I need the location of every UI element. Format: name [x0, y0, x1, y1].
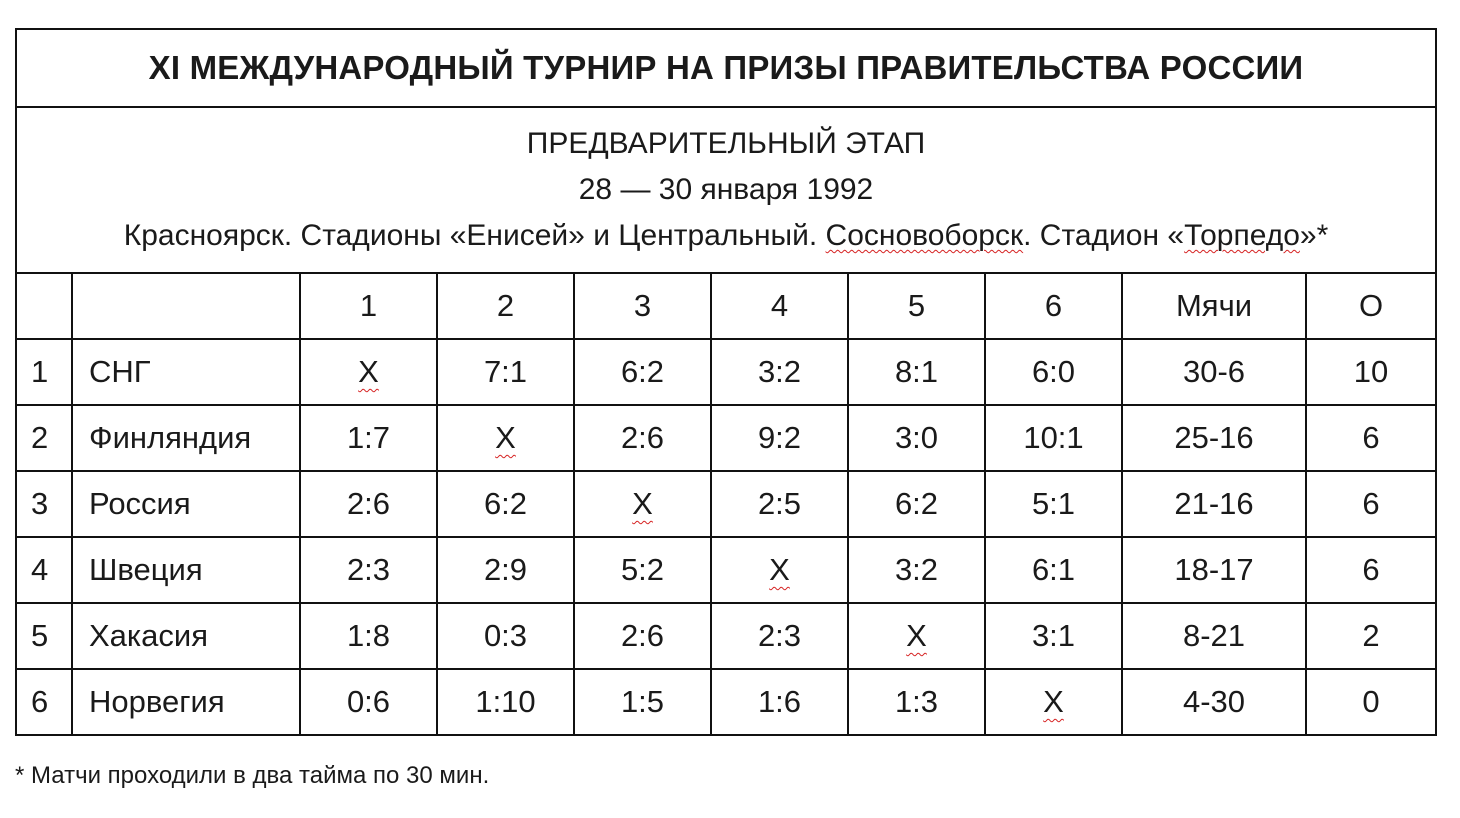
goals-cell: 25-16	[1122, 405, 1306, 471]
header-row	[16, 273, 1436, 339]
table-row	[16, 405, 1436, 471]
result-cell: 1:10	[437, 669, 574, 735]
points-cell: 2	[1306, 603, 1436, 669]
points-cell: 6	[1306, 537, 1436, 603]
points-cell: 6	[1306, 471, 1436, 537]
header-col-6: 6	[985, 273, 1122, 339]
points-cell: 0	[1306, 669, 1436, 735]
result-cell: 6:1	[985, 537, 1122, 603]
goals-cell: 8-21	[1122, 603, 1306, 669]
row-number: 6	[16, 669, 72, 735]
header-points: О	[1306, 273, 1436, 339]
venue-part2: . Стадион «	[1023, 219, 1185, 252]
result-cell: 2:6	[574, 603, 711, 669]
result-cell: 1:3	[848, 669, 985, 735]
result-cell: 5:1	[985, 471, 1122, 537]
row-number: 4	[16, 537, 72, 603]
result-cell: 7:1	[437, 339, 574, 405]
result-cell	[437, 405, 574, 471]
goals-cell: 21-16	[1122, 471, 1306, 537]
goals-cell: 4-30	[1122, 669, 1306, 735]
tournament-info	[16, 107, 1436, 273]
goals-cell: 30-6	[1122, 339, 1306, 405]
result-cell: 6:2	[848, 471, 985, 537]
venue-part1: Красноярск. Стадионы «Енисей» и Центральный.	[123, 219, 826, 252]
result-cell: 10:1	[985, 405, 1122, 471]
result-cell: 0:3	[437, 603, 574, 669]
table-row	[16, 339, 1436, 405]
self-match-mark: X	[906, 618, 927, 653]
row-number: 2	[16, 405, 72, 471]
self-match-mark: X	[1043, 684, 1064, 719]
result-cell	[300, 339, 437, 405]
goals-cell: 18-17	[1122, 537, 1306, 603]
team-name: Россия	[72, 471, 300, 537]
team-name: Финляндия	[72, 405, 300, 471]
result-cell: 1:6	[711, 669, 848, 735]
row-number: 1	[16, 339, 72, 405]
self-match-mark: X	[358, 354, 379, 389]
venue-label	[17, 213, 1435, 259]
table-row	[16, 669, 1436, 735]
table-row	[16, 471, 1436, 537]
result-cell: 1:5	[574, 669, 711, 735]
footnote: * Матчи проходили в два тайма по 30 мин.	[15, 762, 490, 789]
venue-part3: »*	[1299, 219, 1329, 252]
result-cell	[711, 537, 848, 603]
result-cell: 9:2	[711, 405, 848, 471]
stage-label: ПРЕДВАРИТЕЛЬНЫЙ ЭТАП	[526, 127, 926, 160]
team-name: Норвегия	[72, 669, 300, 735]
header-team	[72, 273, 300, 339]
header-col-1: 1	[300, 273, 437, 339]
venue-city2: Сосновоборск	[825, 219, 1024, 252]
result-cell	[848, 603, 985, 669]
points-cell: 6	[1306, 405, 1436, 471]
result-cell: 2:3	[300, 537, 437, 603]
standings-table	[15, 28, 1437, 736]
table-row	[16, 603, 1436, 669]
result-cell: 1:8	[300, 603, 437, 669]
table-row	[16, 537, 1436, 603]
document	[15, 28, 1435, 736]
header-goals: Мячи	[1122, 273, 1306, 339]
result-cell: 2:6	[300, 471, 437, 537]
title-row	[16, 29, 1436, 107]
self-match-mark: X	[769, 552, 790, 587]
result-cell: 3:2	[848, 537, 985, 603]
result-cell: 6:2	[437, 471, 574, 537]
tournament-title: XI МЕЖДУНАРОДНЫЙ ТУРНИР НА ПРИЗЫ ПРАВИТЕЛЬСТВА РОССИИ	[16, 29, 1436, 107]
result-cell: 2:6	[574, 405, 711, 471]
self-match-mark: X	[632, 486, 653, 521]
result-cell: 2:9	[437, 537, 574, 603]
header-col-5: 5	[848, 273, 985, 339]
result-cell: 6:2	[574, 339, 711, 405]
team-name: Швеция	[72, 537, 300, 603]
header-col-3: 3	[574, 273, 711, 339]
result-cell: 2:5	[711, 471, 848, 537]
header-col-4: 4	[711, 273, 848, 339]
dates-label: 28 — 30 января 1992	[578, 173, 874, 206]
result-cell	[985, 669, 1122, 735]
row-number: 5	[16, 603, 72, 669]
result-cell: 2:3	[711, 603, 848, 669]
team-name: Хакасия	[72, 603, 300, 669]
row-number: 3	[16, 471, 72, 537]
info-row	[16, 107, 1436, 273]
self-match-mark: X	[495, 420, 516, 455]
result-cell: 8:1	[848, 339, 985, 405]
result-cell: 3:2	[711, 339, 848, 405]
team-name: СНГ	[72, 339, 300, 405]
header-col-2: 2	[437, 273, 574, 339]
result-cell: 1:7	[300, 405, 437, 471]
result-cell: 5:2	[574, 537, 711, 603]
points-cell: 10	[1306, 339, 1436, 405]
result-cell: 0:6	[300, 669, 437, 735]
result-cell: 6:0	[985, 339, 1122, 405]
header-num	[16, 273, 72, 339]
venue-stadium2: Торпедо	[1184, 219, 1300, 252]
result-cell	[574, 471, 711, 537]
result-cell: 3:0	[848, 405, 985, 471]
result-cell: 3:1	[985, 603, 1122, 669]
